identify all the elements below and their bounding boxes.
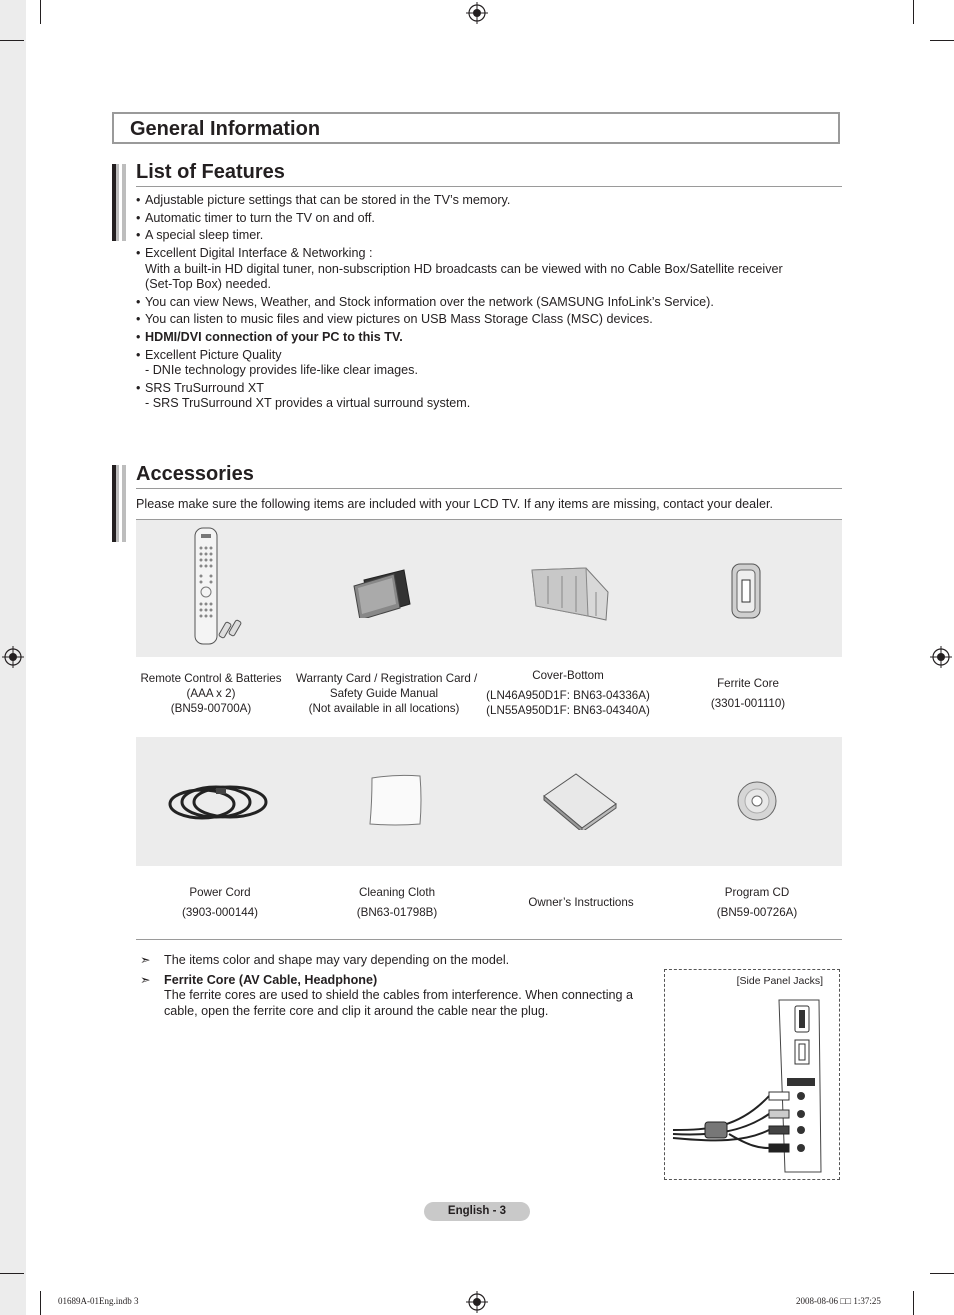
caption-line: (Not available in all locations)	[308, 702, 460, 715]
feature-item	[136, 348, 826, 379]
caption-line: Cover-Bottom	[532, 669, 604, 682]
heading-bar	[112, 164, 126, 241]
caption-line: Program CD	[724, 886, 790, 899]
feature-line: • A special sleep timer.	[145, 228, 264, 243]
remote-control-icon	[190, 526, 250, 646]
caption-line: Remote Control & Batteries	[140, 672, 282, 685]
feature-line: • HDMI/DVI connection of your PC to this TV.	[145, 330, 403, 345]
footer-file-name: 01689A-01Eng.indb 3	[58, 1296, 139, 1306]
side-panel-label: [Side Panel Jacks]	[736, 975, 823, 987]
accessories-intro: Please make sure the following items are included with your LCD TV. If any items are missing, contact your dealer.	[136, 497, 773, 511]
feature-line: • Automatic timer to turn the TV on and off.	[145, 210, 375, 225]
caption-line: Warranty Card / Registration Card /	[296, 672, 478, 685]
owners-instructions-icon	[540, 770, 620, 830]
caption-line: Safety Guide Manual	[329, 687, 439, 700]
caption-line: (LN55A950D1F: BN63-04340A)	[486, 704, 650, 717]
heading-bar	[112, 465, 126, 542]
caption-cleaning-cloth	[309, 885, 485, 920]
features-rule	[136, 186, 842, 187]
crop-mark	[40, 0, 41, 24]
feature-item	[136, 246, 826, 292]
page-number-badge: English - 3	[424, 1202, 530, 1221]
section-title: General Information	[130, 118, 321, 140]
caption-line: Owner’s Instructions	[528, 896, 634, 909]
feature-line: • Adjustable picture settings that can be stored in the TV’s memory.	[145, 193, 511, 207]
side-panel-jacks-figure	[664, 969, 840, 1180]
footer-timestamp: 2008-08-06 □□ 1:37:25	[796, 1296, 881, 1306]
feature-item	[136, 211, 826, 226]
feature-line: (Set-Top Box) needed.	[145, 276, 272, 291]
caption-line: (3903-000144)	[181, 906, 259, 919]
accessories-rule	[136, 488, 842, 489]
feature-item	[136, 381, 826, 412]
feature-line: • Excellent Picture Quality	[145, 347, 282, 362]
section-header	[112, 112, 840, 144]
feature-item	[136, 295, 826, 310]
caption-line: (AAA x 2)	[186, 687, 236, 700]
feature-line: With a built-in HD digital tuner, non-subscription HD broadcasts can be viewed with no Cable Box/Satellite receiver	[145, 261, 783, 276]
feature-list	[136, 193, 826, 414]
note-arrow-icon: ➣	[140, 953, 151, 967]
feature-item	[136, 312, 826, 327]
crop-mark	[40, 1291, 41, 1315]
crop-mark	[930, 40, 954, 41]
caption-warranty-card	[296, 671, 478, 716]
cover-bottom-icon	[526, 566, 610, 622]
registration-mark-icon	[466, 2, 488, 24]
program-cd-icon	[736, 780, 778, 822]
feature-item	[136, 228, 826, 243]
ferrite-core-icon	[728, 562, 764, 620]
feature-line: • Excellent Digital Interface & Networking :	[145, 246, 373, 261]
caption-line: (BN59-00726A)	[716, 906, 798, 919]
caption-line: (LN46A950D1F: BN63-04336A)	[486, 689, 650, 702]
caption-ferrite-core	[660, 676, 836, 711]
caption-line: Ferrite Core	[717, 677, 779, 690]
registration-mark-icon	[930, 646, 952, 668]
note-title: Ferrite Core (AV Cable, Headphone)	[164, 973, 378, 987]
cleaning-cloth-icon	[366, 772, 426, 828]
feature-item	[136, 193, 826, 208]
caption-cover-bottom	[480, 668, 656, 718]
note-arrow-icon: ➣	[140, 973, 151, 987]
caption-line: (BN59-00700A)	[170, 702, 252, 715]
feature-line: • You can listen to music files and view pictures on USB Mass Storage Class (MSC) devices.	[145, 312, 653, 327]
note-text	[164, 973, 633, 1019]
features-heading: List of Features	[136, 161, 285, 183]
note-line: The ferrite cores are used to shield the cables from interference. When connecting a	[164, 988, 634, 1003]
feature-line: - DNIe technology provides life-like clear images.	[145, 363, 418, 378]
caption-remote-control	[123, 671, 299, 716]
feature-line: • SRS TruSurround XT	[145, 380, 264, 395]
grid-divider	[136, 939, 842, 940]
feature-line: • You can view News, Weather, and Stock information over the network (SAMSUNG InfoLink’s Service).	[145, 294, 714, 309]
accessories-heading: Accessories	[136, 463, 254, 485]
crop-mark	[930, 1273, 954, 1274]
caption-line: Power Cord	[189, 886, 251, 899]
crop-mark	[0, 1273, 24, 1274]
caption-line: (BN63-01798B)	[356, 906, 438, 919]
power-cord-icon	[164, 780, 274, 826]
caption-line: (3301-001110)	[710, 697, 786, 710]
caption-line: Cleaning Cloth	[358, 886, 436, 899]
caption-owners-instructions	[493, 895, 669, 910]
caption-program-cd	[669, 885, 845, 920]
crop-mark	[913, 1291, 914, 1315]
warranty-card-icon	[350, 566, 414, 618]
crop-mark	[0, 40, 24, 41]
side-panel-diagram-icon	[669, 996, 835, 1176]
feature-line: - SRS TruSurround XT provides a virtual surround system.	[145, 396, 471, 411]
note-line: cable, open the ferrite core and clip it around the cable near the plug.	[164, 1003, 549, 1018]
feature-item	[136, 330, 826, 345]
registration-mark-icon	[2, 646, 24, 668]
crop-mark	[913, 0, 914, 24]
note-text: The items color and shape may vary depending on the model.	[164, 953, 510, 967]
caption-power-cord	[132, 885, 308, 920]
registration-mark-icon	[466, 1291, 488, 1313]
